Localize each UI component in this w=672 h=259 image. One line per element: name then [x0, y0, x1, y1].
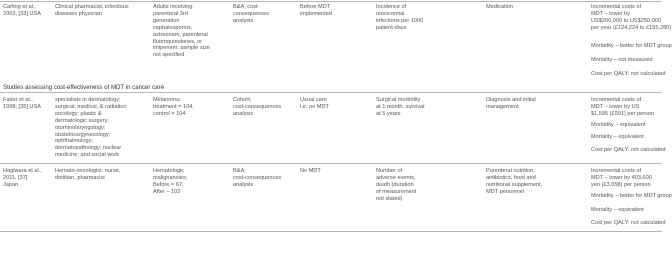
cell-line: cost-consequences	[233, 103, 282, 110]
cell-line: No MDT	[300, 168, 321, 174]
cell-line: Adults receiving	[153, 4, 193, 10]
cell-line: patient-days	[376, 24, 407, 31]
results-cell	[591, 97, 654, 118]
cell-line: fluoroquinolones, or	[153, 38, 203, 45]
cell-line: medicine; and social work	[55, 152, 120, 159]
participants-cell	[153, 97, 194, 118]
cell-line: yen (£3,058) per person	[591, 181, 651, 188]
outcomes-cell	[376, 168, 416, 203]
cell-line: $1,595 (£991) per person	[591, 110, 655, 117]
cell-line: analysis	[233, 110, 254, 117]
comparator-cell	[300, 97, 329, 111]
cell-line: specialists in dermatology;	[55, 97, 121, 103]
outcomes-cell	[376, 97, 425, 118]
cell-line: management	[486, 103, 519, 110]
results-qaly: Cost per QALY: not calculated	[591, 147, 666, 153]
cell-line: Hagiwara et al.,	[3, 168, 42, 174]
results-morbidity: Morbidity – equivalent	[591, 122, 646, 128]
cell-line: Before MDT	[300, 4, 331, 10]
cell-line: MDT – lower by	[591, 10, 631, 17]
results-qaly: Cost per QALY: not calculated	[591, 71, 666, 77]
cell-line: at 1 month, survival	[376, 103, 425, 110]
team-cell	[55, 168, 120, 182]
cell-line: implemented	[300, 10, 333, 17]
cell-line: treatment = 104,	[153, 103, 194, 110]
cell-line: B&A;	[233, 168, 246, 174]
cell-line: Incremental costs of	[591, 4, 642, 10]
costs-measured-cell	[486, 4, 513, 11]
participants-cell	[153, 4, 210, 59]
results-mortality: Mortality – equivalent	[591, 134, 644, 140]
table-top-rule	[0, 1, 662, 2]
cell-line: aztreonam, parenteral	[153, 31, 208, 38]
cell-line: antibiotics, food and	[486, 174, 536, 181]
cell-line: infections per 1000	[376, 17, 424, 24]
costs-measured-cell	[486, 97, 536, 111]
cell-line: US$200,000 to US$250,000	[591, 17, 661, 24]
cell-line: death (duration	[376, 181, 414, 188]
design-cell	[233, 97, 281, 118]
cell-line: otorhinolaryngology;	[55, 124, 106, 131]
cell-line: Hematologic	[153, 168, 185, 174]
team-cell	[55, 4, 129, 18]
cell-line: Incremental costs of	[591, 97, 642, 103]
cell-line: Clinical pharmacist, infectious	[55, 4, 129, 10]
cell-line: Usual care	[300, 97, 327, 103]
cell-line: 1998, [35] USA	[3, 103, 41, 110]
cell-line: MDT – lower by 403,600	[591, 174, 652, 181]
cell-line: malignancies;	[153, 174, 188, 181]
results-morbidity: Morbidity – better for MDT group	[591, 193, 672, 199]
cell-line: Carling et al.,	[3, 4, 36, 10]
cell-line: Melanoma;	[153, 97, 181, 103]
section-rule	[0, 92, 662, 93]
cell-line: Cohort;	[233, 97, 252, 103]
cell-line: i.e. no MDT	[300, 103, 329, 110]
cell-line: analysis	[233, 181, 254, 188]
cell-line: cost-consequences	[233, 174, 282, 181]
comparator-cell	[300, 4, 332, 18]
outcomes-cell	[376, 4, 423, 32]
results-qaly: Cost per QALY: not calculated	[591, 220, 666, 226]
results-mortality: Mortality – equivalent	[591, 207, 644, 213]
cell-line: Fader et al.,	[3, 97, 33, 103]
cell-line: Diagnosis and initial	[486, 97, 536, 103]
cell-line: Surgical morbidity	[376, 97, 421, 103]
cell-line: not specified	[153, 52, 185, 59]
cell-line: oncology; plastic &	[55, 110, 102, 117]
comparator-cell	[300, 168, 321, 175]
study-cell	[3, 168, 42, 189]
cell-line: After – 102	[153, 188, 181, 195]
cell-line: imipenem; sample size	[153, 45, 210, 52]
cell-line: parenteral 3rd	[153, 10, 188, 17]
cell-line: of measurement	[376, 188, 417, 195]
study-cell	[3, 97, 41, 111]
cell-line: Before = 67,	[153, 181, 184, 188]
results-morbidity: Morbidity – better for MDT group	[591, 43, 672, 49]
cell-line: nosocomial	[376, 10, 405, 17]
cell-line: 2011, [37]	[3, 174, 28, 181]
cell-line: obstetrics/gynecology;	[55, 131, 111, 138]
cell-line: Incremental costs of	[591, 168, 642, 174]
results-cell	[591, 168, 652, 189]
cell-line: at 5 years	[376, 110, 401, 117]
study-cell	[3, 4, 41, 18]
cell-line: cephalosporins,	[153, 24, 193, 31]
cell-line: Japan	[3, 181, 19, 188]
cell-line: dermatopathology; nuclear	[55, 145, 122, 152]
results-cell	[591, 4, 671, 32]
cell-line: nutritional supplement,	[486, 181, 543, 188]
cell-line: diseases physician	[55, 10, 102, 17]
cell-line: Incidence of	[376, 4, 407, 10]
cell-line: generation	[153, 17, 180, 24]
cell-line: B&A; cost-	[233, 4, 260, 10]
cell-line: 2003, [33] USA	[3, 10, 41, 17]
participants-cell	[153, 168, 187, 196]
cell-line: Hemato-oncologist; nurse,	[55, 168, 121, 174]
results-mortality: Mortality – not measured	[591, 57, 653, 63]
cell-line: per year (£124,224 to £155,280)	[591, 24, 672, 31]
design-cell	[233, 4, 269, 25]
cell-line: control = 104	[153, 110, 186, 117]
cell-line: consequences	[233, 10, 270, 17]
cell-line: Number of	[376, 168, 403, 174]
cell-line: not stated)	[376, 195, 403, 202]
design-cell	[233, 168, 281, 189]
table-bottom-rule	[0, 231, 662, 232]
cell-line: ophthalmology;	[55, 138, 93, 145]
section-heading: Studies assessing cost-effectiveness of MDT in cancer care	[3, 84, 164, 91]
cell-line: dietitian, pharmacist	[55, 174, 105, 181]
cell-line: Parenteral nutrition,	[486, 168, 535, 174]
team-cell	[55, 97, 127, 159]
cell-line: Medication	[486, 4, 514, 10]
cell-line: MDT – lower by US	[591, 103, 640, 110]
cell-line: adverse events,	[376, 174, 416, 181]
costs-measured-cell	[486, 168, 542, 196]
row-rule	[0, 163, 662, 164]
cell-line: MDT personnel	[486, 188, 525, 195]
cell-line: dermatologic surgery;	[55, 117, 109, 124]
cell-line: analysis	[233, 17, 254, 24]
cell-line: surgical, medical, & radiation	[55, 103, 127, 110]
